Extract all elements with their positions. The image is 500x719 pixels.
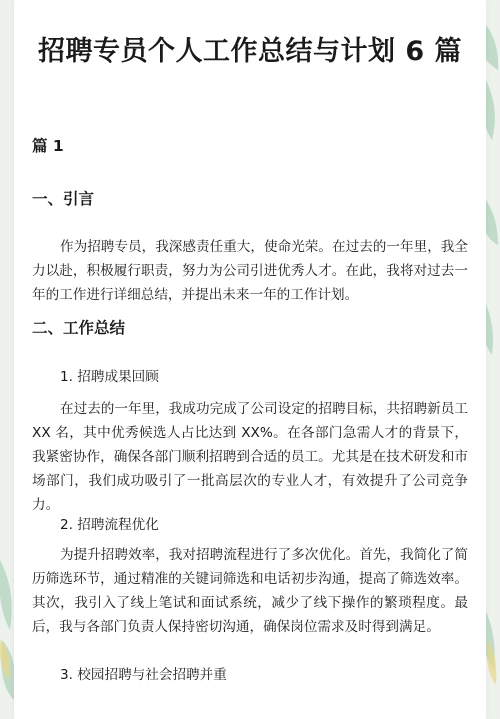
subheading-campus-social: 3. 校园招聘与社会招聘并重 [60, 667, 227, 683]
article-heading: 篇 1 [32, 137, 64, 155]
page-title: 招聘专员个人工作总结与计划 6 篇 [37, 36, 463, 67]
process-optimization-paragraph: 为提升招聘效率，我对招聘流程进行了多次优化。首先，我简化了简历筛选环节，通过精准的关键词筛选和电话初步沟通，提高了筛选效率。其次，我引入了线上笔试和面试系统，减少了线下操作的繁琐程度。最后，我与各部门负责人保持密切沟通，确保岗位需求及时得到满足。 [32, 547, 468, 635]
subheading-recruit-results: 1. 招聘成果回顾 [60, 369, 159, 385]
recruit-results-paragraph: 在过去的一年里，我成功完成了公司设定的招聘目标，共招聘新员工 XX 名，其中优秀候选人占比达到 XX%。在各部门急需人才的背景下，我紧密协作，确保各部门顺利招聘到合适的员工。尤其是在技术研发和市场部门，我们成功吸引了一批高层次的专业人才，有效提升了公司竞争力。 [32, 401, 468, 513]
document-page [14, 0, 486, 719]
intro-paragraph: 作为招聘专员，我深感责任重大，使命光荣。在过去的一年里，我全力以赴，积极履行职责，努力为公司引进优秀人才。在此，我将对过去一年的工作进行详细总结，并提出未来一年的工作计划。 [32, 239, 468, 303]
subheading-process-optimization: 2. 招聘流程优化 [60, 517, 159, 533]
section-heading-intro: 一、引言 [32, 190, 95, 208]
section-heading-summary: 二、工作总结 [32, 319, 126, 337]
